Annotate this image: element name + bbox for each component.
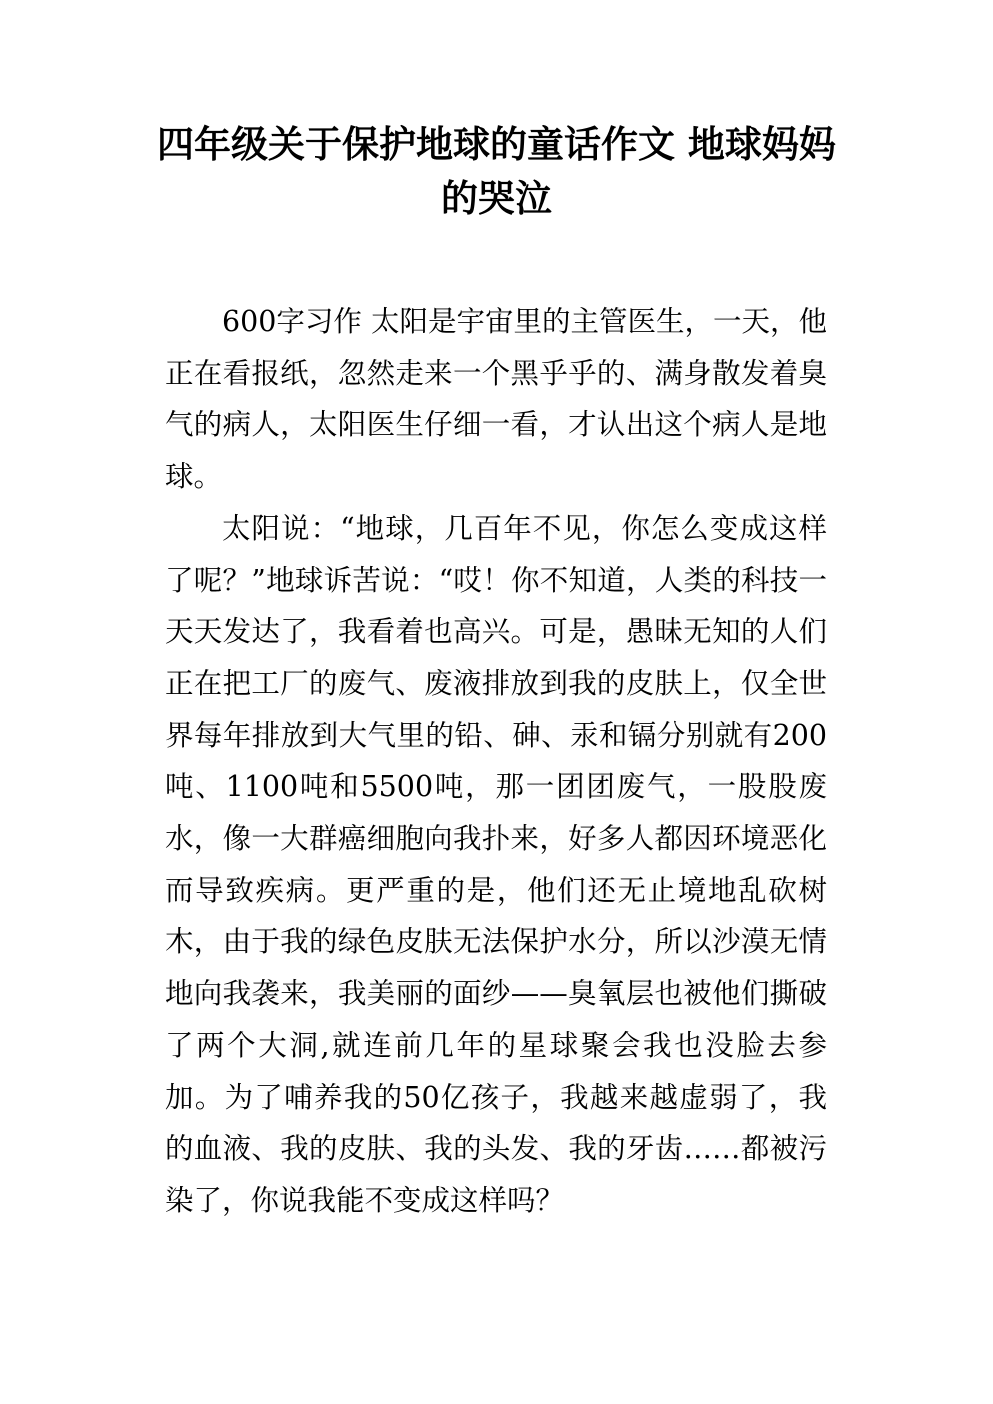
- document-title: 四年级关于保护地球的童话作文 地球妈妈的哭泣: [157, 123, 836, 220]
- document-body: [165, 296, 827, 1227]
- paragraph: 600字习作 太阳是宇宙里的主管医生，一天，他正在看报纸，忽然走来一个黑乎乎的、满身散发着臭气的病人，太阳医生仔细一看，才认出这个病人是地球。: [165, 305, 827, 494]
- paragraph: 太阳说：“地球，几百年不见，你怎么变成这样了呢？”地球诉苦说：“哎！你不知道，人类的科技一天天发达了，我看着也高兴。可是，愚昧无知的人们正在把工厂的废气、废液排放到我的皮肤上，仅全世界每年排放到大气里的铅、砷、汞和镉分别就有200吨、1100吨和5500吨，那一团团废气，一股股废水，像一大群癌细胞向我扑来，好多人都因环境恶化而导致疾病。更严重的是，他们还无止境地乱砍树木，由于我的绿色皮肤无法保护水分，所以沙漠无情地向我袭来，我美丽的面纱——臭氧层也被他们撕破了两个大洞,就连前几年的星球聚会我也没脸去参加。为了哺养我的50亿孩子，我越来越虚弱了，我的血液、我的皮肤、我的头发、我的牙齿……都被污染了，你说我能不变成这样吗？: [165, 511, 827, 1217]
